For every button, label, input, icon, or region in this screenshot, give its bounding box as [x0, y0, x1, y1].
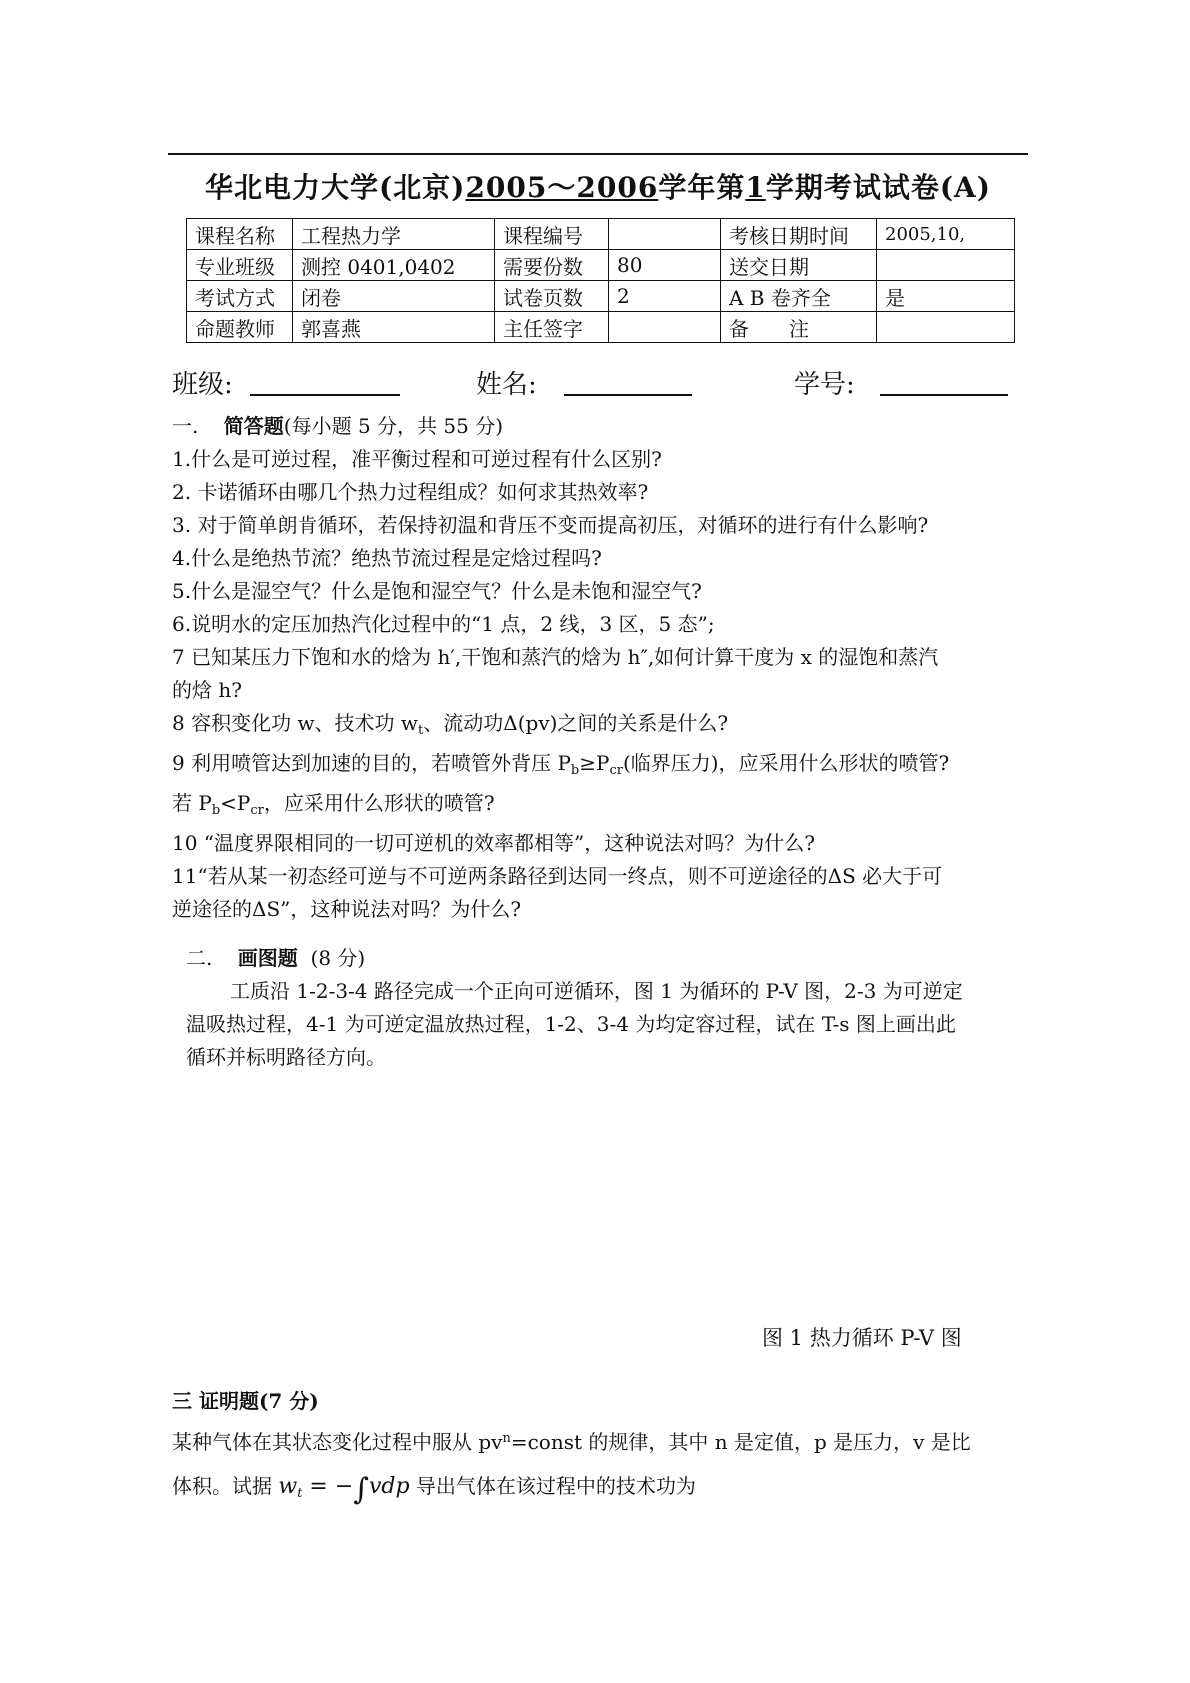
- section-2-line-2: 温吸热过程，4-1 为可逆定温放热过程，1-2、3-4 为均定容过程，试在 T-s 图上画出此: [186, 1012, 956, 1036]
- question-9-cont: 若 $P_b<P_{cr}$，应采用什么形状的喷管?: [172, 791, 495, 818]
- title-term: 1: [745, 171, 766, 204]
- section-2: [186, 942, 963, 1074]
- table-row: [187, 250, 1015, 281]
- section-3-line-1: 某种气体在其状态变化过程中服从 $pv^n=const$ 的规律，其中 n 是定值，p 是压力，v 是比: [172, 1430, 971, 1454]
- table-cell: 课程名称: [187, 219, 293, 250]
- table-cell: 考核日期时间: [721, 219, 877, 250]
- question-7: 7 已知某压力下饱和水的焓为 h′,干饱和蒸汽的焓为 h″,如何计算干度为 x 的湿饱和蒸汽: [172, 645, 939, 669]
- figure-caption: 图 1 热力循环 P-V 图: [762, 1326, 962, 1350]
- class-label: 班级:: [172, 370, 233, 400]
- section-2-line-1: 工质沿 1-2-3-4 路径完成一个正向可逆循环，图 1 为循环的 P-V 图，2-3 为可逆定: [230, 979, 963, 1003]
- table-cell: [877, 250, 1015, 281]
- id-blank[interactable]: [880, 394, 1008, 396]
- title-university: 华北电力大学(北京): [204, 171, 466, 204]
- title-year-suffix: 学年第: [658, 171, 746, 204]
- question-6: 6.说明水的定压加热汽化过程中的“1 点，2 线，3 区，5 态”;: [172, 612, 715, 636]
- table-row: [187, 312, 1015, 343]
- name-blank[interactable]: [564, 394, 692, 396]
- course-info-table: [186, 218, 1015, 343]
- table-cell: 需要份数: [495, 250, 609, 281]
- question-10: 10 “温度界限相同的一切可逆机的效率都相等”，这种说法对吗？为什么?: [172, 831, 815, 855]
- question-1: 1.什么是可逆过程，准平衡过程和可逆过程有什么区别?: [172, 447, 662, 471]
- title-years: 2005～2006: [465, 171, 659, 204]
- question-9: 9 利用喷管达到加速的目的，若喷管外背压 $P_b\ge P_{cr}$(临界压力)，应采用什么形状的喷管?: [172, 751, 950, 778]
- section-2-header: 二. 画图题 (8 分): [186, 946, 366, 970]
- question-4: 4.什么是绝热节流？绝热节流过程是定焓过程吗?: [172, 546, 602, 570]
- question-5: 5.什么是湿空气？什么是饱和湿空气？什么是未饱和湿空气?: [172, 579, 702, 603]
- section-3: [172, 1382, 971, 1513]
- table-cell: 工程热力学: [293, 219, 495, 250]
- table-cell: 测控 0401,0402: [293, 250, 495, 281]
- section-3-line-2: 体积。试据 $w_t = -\int vdp$ 导出气体在该过程中的技术功为: [172, 1472, 696, 1507]
- question-7-cont: 的焓 h?: [172, 678, 242, 702]
- table-cell: A B 卷齐全: [721, 281, 877, 312]
- table-row: [187, 219, 1015, 250]
- section-2-line-3: 循环并标明路径方向。: [186, 1045, 386, 1069]
- table-cell: 送交日期: [721, 250, 877, 281]
- question-11: 11“若从某一初态经可逆与不可逆两条路径到达同一终点，则不可逆途径的ΔS 必大于可: [172, 864, 943, 888]
- table-cell: 考试方式: [187, 281, 293, 312]
- header-rule: [168, 153, 1028, 155]
- table-cell: [609, 219, 721, 250]
- table-cell: 专业班级: [187, 250, 293, 281]
- section-1-header: 一. 简答题(每小题 5 分，共 55 分): [172, 414, 504, 438]
- exam-title: [168, 166, 1028, 206]
- question-8: 8 容积变化功 w、技术功 $w_t$、流动功Δ(pv)之间的关系是什么?: [172, 711, 729, 738]
- question-2: 2. 卡诺循环由哪几个热力过程组成？如何求其热效率?: [172, 480, 649, 504]
- table-cell: 2005,10,: [877, 219, 1015, 250]
- table-cell: 80: [609, 250, 721, 281]
- question-3: 3. 对于简单朗肯循环，若保持初温和背压不变而提高初压，对循环的进行有什么影响?: [172, 513, 929, 537]
- table-cell: 试卷页数: [495, 281, 609, 312]
- table-row: [187, 281, 1015, 312]
- table-cell: 主任签字: [495, 312, 609, 343]
- table-cell: [609, 312, 721, 343]
- table-cell: 郭喜燕: [293, 312, 495, 343]
- table-cell: 闭卷: [293, 281, 495, 312]
- question-11-cont: 逆途径的ΔS”，这种说法对吗？为什么?: [172, 897, 522, 921]
- section-1: [172, 410, 949, 926]
- table-cell: [877, 312, 1015, 343]
- table-cell: 是: [877, 281, 1015, 312]
- name-label: 姓名:: [476, 370, 537, 400]
- table-cell: 2: [609, 281, 721, 312]
- class-blank[interactable]: [250, 394, 400, 396]
- table-cell: 课程编号: [495, 219, 609, 250]
- table-cell: 备 注: [721, 312, 877, 343]
- table-cell: 命题教师: [187, 312, 293, 343]
- technical-work-formula: $w_t = -\int vdp$: [278, 1472, 410, 1507]
- title-suffix: 学期考试试卷(A): [765, 171, 992, 204]
- id-label: 学号:: [794, 370, 855, 400]
- section-3-header: 三 证明题(7 分): [172, 1389, 319, 1413]
